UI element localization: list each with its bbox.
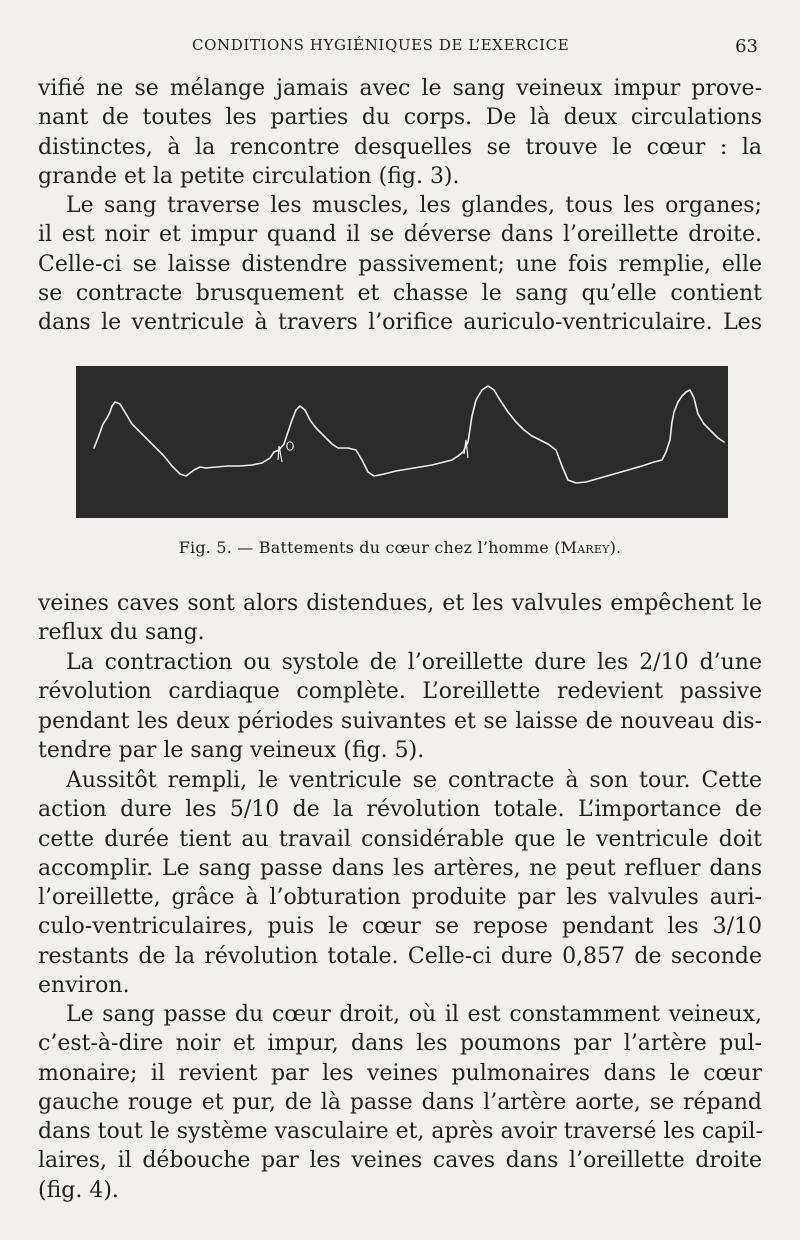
- text-line: dans tout le système vasculaire et, après avoir traversé les capil-: [38, 1119, 763, 1145]
- text-line: environ.: [38, 973, 130, 999]
- text-line: l’oreillette, grâce à l’obturation produite par les valvules auri-: [38, 885, 762, 911]
- text-line: pendant les deux périodes suivantes et se laisse de nouveau dis-: [38, 708, 762, 734]
- running-title: CONDITIONS HYGIÉNIQUES DE L’EXERCICE: [192, 36, 570, 54]
- figure-caption: [0, 538, 800, 557]
- text-line: Celle-ci se laisse distendre passivement; une fois remplie, elle: [38, 251, 762, 277]
- text-line: c’est-à-dire noir et impur, dans les poumons par l’artère pul-: [38, 1031, 762, 1057]
- text-line: laires, il débouche par les veines caves dans l’oreillette droite: [38, 1148, 762, 1174]
- paragraph-3: [38, 589, 762, 648]
- figure-background: [76, 366, 728, 518]
- text-line: culo-ventriculaires, puis le cœur se repose pendant les 3/10: [38, 914, 762, 940]
- text-line: distinctes, à la rencontre desquelles se trouve le cœur : la: [38, 134, 762, 160]
- paragraph-5: [38, 766, 762, 1000]
- text-line: révolution cardiaque complète. L’oreillette redevient passive: [38, 679, 762, 705]
- text-line: grande et la petite circulation (fig. 3).: [38, 163, 460, 189]
- paragraph-1: [38, 74, 762, 191]
- heartbeat-trace-figure: [76, 366, 728, 518]
- text-line: tendre par le sang veineux (fig. 5).: [38, 737, 425, 763]
- text-line: accomplir. Le sang passe dans les artères, ne peut refluer dans: [38, 855, 762, 881]
- text-line: restants de la révolution totale. Celle-ci dure 0,857 de seconde: [38, 943, 762, 969]
- page-number: 63: [735, 36, 758, 57]
- caption-text: Fig. 5. — Battements du cœur chez l’homme (: [178, 538, 561, 557]
- text-line: Le sang traverse les muscles, les glandes, tous les organes;: [66, 193, 762, 218]
- text-line: reflux du sang.: [38, 620, 205, 646]
- text-line: dans le ventricule à travers l’orifice auriculo-ventriculaire. Les: [38, 310, 762, 336]
- heartbeat-trace-illustration: [76, 366, 728, 518]
- text-line: (fig. 4).: [38, 1177, 119, 1203]
- running-head: [0, 36, 800, 60]
- text-line: cette durée tient au travail considérable que le ventricule doit: [38, 826, 762, 852]
- paragraph-4: [38, 648, 762, 765]
- text-line: La contraction ou systole de l’oreillette dure les 2/10 d’une: [66, 650, 762, 675]
- text-line: monaire; il revient par les veines pulmonaires dans le cœur: [38, 1060, 762, 1086]
- text-line: gauche rouge et pur, de là passe dans l’artère aorte, se répand: [38, 1089, 762, 1115]
- text-line: veines caves sont alors distendues, et les valvules empêchent le: [38, 591, 762, 616]
- text-line: vifié ne se mélange jamais avec le sang veineux impur prove-: [38, 76, 762, 101]
- paragraph-6: [38, 1000, 762, 1205]
- caption-text-end: ).: [609, 538, 622, 557]
- caption-author: Marey: [560, 538, 610, 557]
- text-line: il est noir et impur quand il se déverse dans l’oreillette droite.: [38, 222, 762, 248]
- text-line: Le sang passe du cœur droit, où il est constamment veineux,: [66, 1002, 762, 1027]
- text-line: Aussitôt rempli, le ventricule se contracte à son tour. Cette: [66, 768, 762, 793]
- text-line: action dure les 5/10 de la révolution totale. L’importance de: [38, 797, 762, 823]
- text-line: nant de toutes les parties du corps. De là deux circulations: [38, 105, 762, 131]
- text-line: se contracte brusquement et chasse le sang qu’elle contient: [38, 280, 762, 306]
- paragraph-2: [38, 191, 762, 337]
